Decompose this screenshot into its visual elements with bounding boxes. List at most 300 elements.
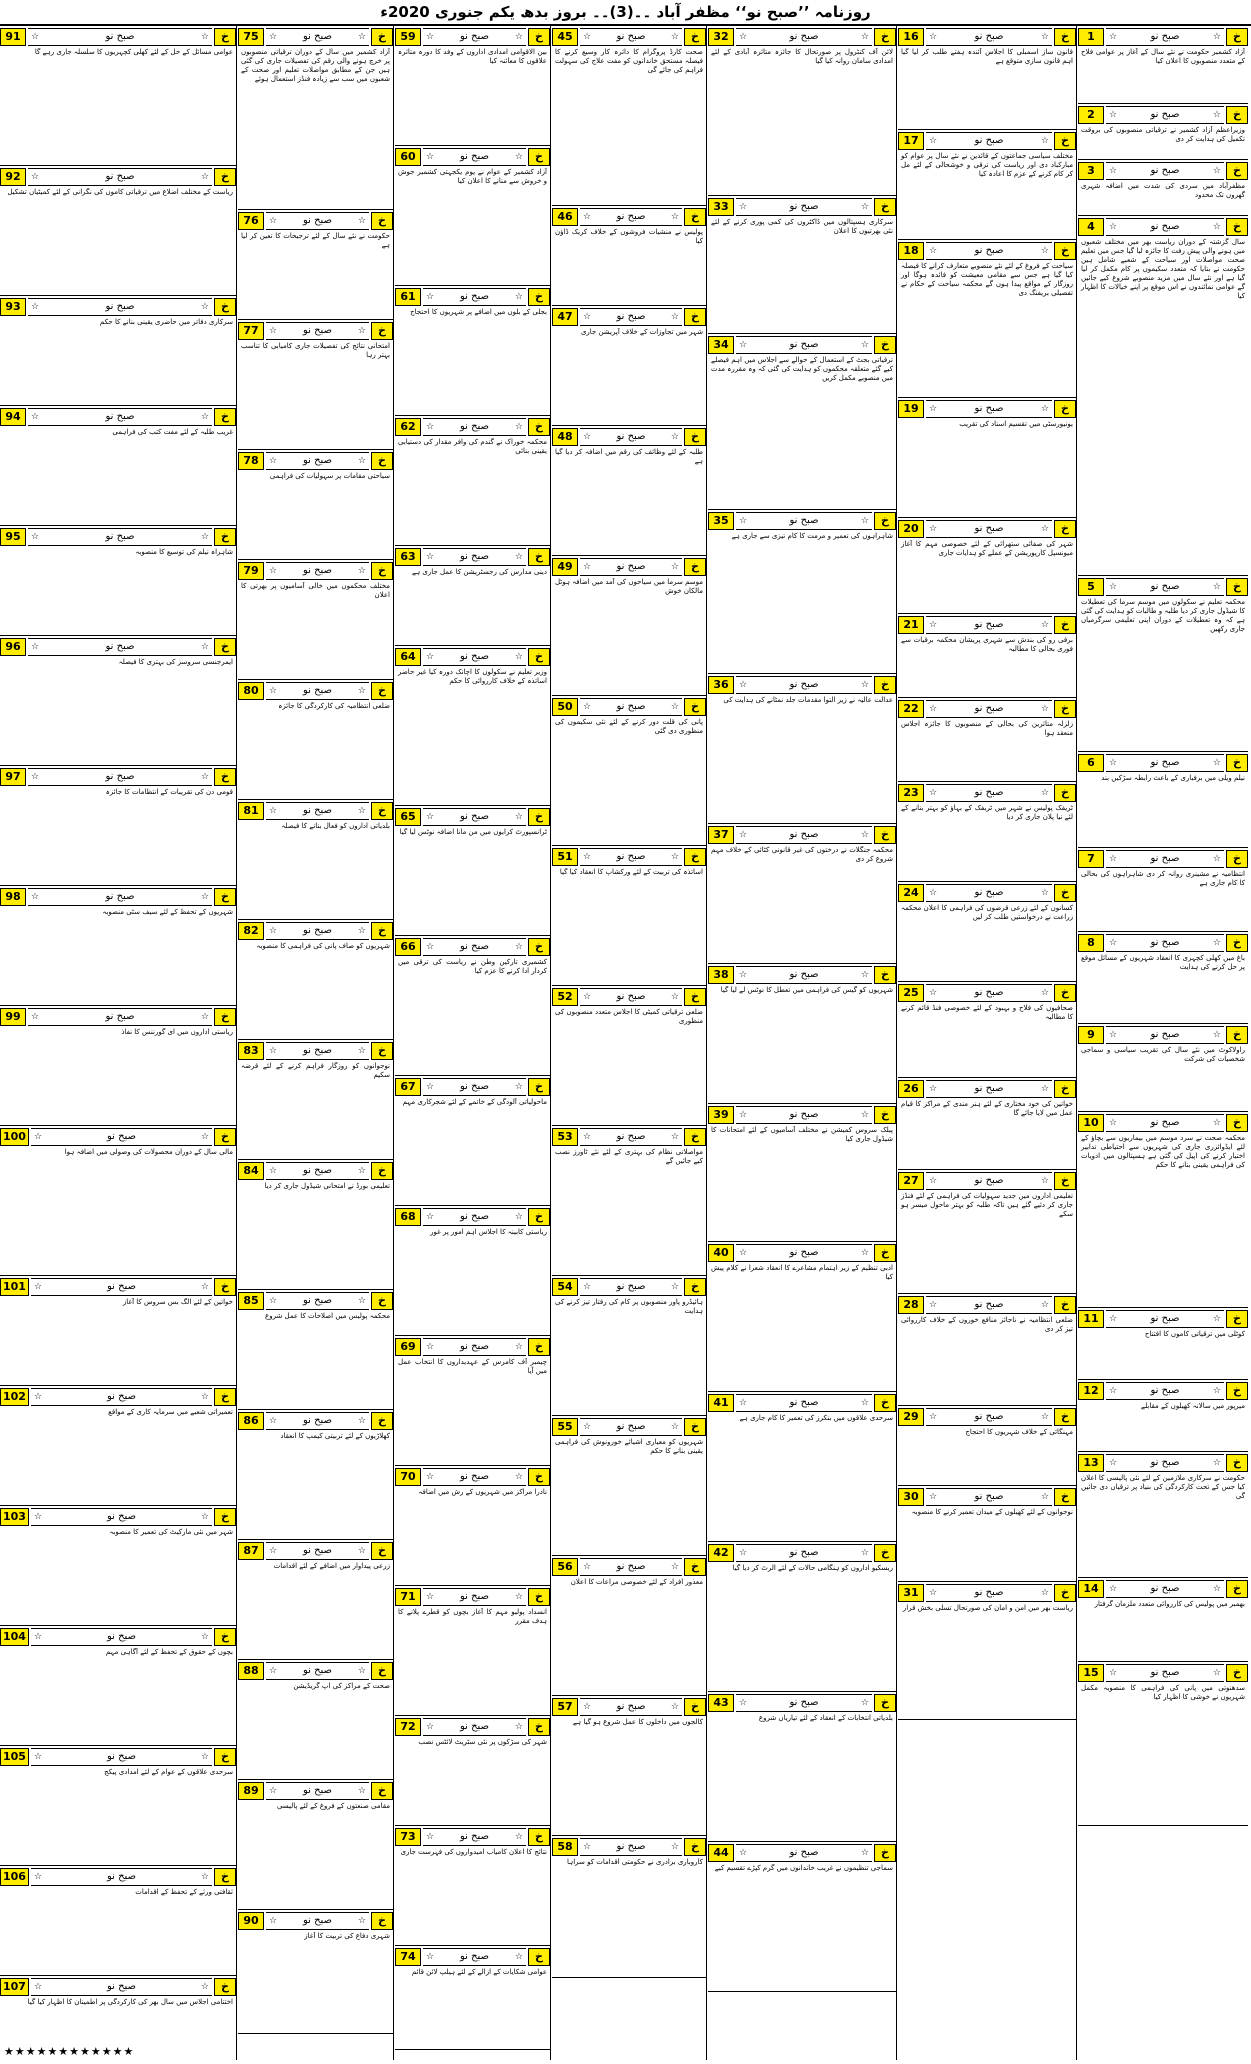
- band-label: صبح نو: [459, 941, 490, 952]
- band-label: صبح نو: [1150, 1313, 1180, 1324]
- band-label: صبح نو: [616, 991, 646, 1002]
- star-icon: ☆: [426, 552, 435, 562]
- news-item: [395, 146, 550, 286]
- item-header: [898, 1080, 1076, 1098]
- star-icon: ☆: [269, 1916, 278, 1926]
- item-band: [1106, 28, 1224, 46]
- news-item: [898, 1170, 1076, 1294]
- item-tag: خ: [1054, 784, 1076, 802]
- star-icon: ☆: [860, 970, 869, 980]
- column-7: [0, 26, 236, 2060]
- star-icon: ☆: [33, 1752, 43, 1762]
- star-icon: ☆: [1212, 582, 1221, 592]
- column-3: [708, 26, 896, 2060]
- band-label: صبح نو: [459, 1951, 490, 1962]
- item-band: [1106, 934, 1224, 952]
- item-band: [1106, 850, 1224, 868]
- item-header: [0, 408, 236, 426]
- item-header: [395, 938, 550, 956]
- news-item: [552, 426, 706, 556]
- band-label: صبح نو: [616, 211, 646, 222]
- star-icon: ☆: [357, 1416, 366, 1426]
- star-icon: ☆: [269, 1666, 278, 1676]
- star-icon: ☆: [31, 32, 40, 42]
- band-label: صبح نو: [1150, 221, 1180, 232]
- item-text: عدالت عالیہ نے زیر التوا مقدمات جلد نمٹانے کی ہدایت کی: [723, 696, 893, 704]
- item-number: 51: [552, 848, 578, 866]
- item-text: دینی مدارس کی رجسٹریشن کا عمل جاری ہے: [411, 568, 547, 576]
- item-header: [395, 808, 550, 826]
- item-header: [552, 558, 706, 576]
- item-band: [736, 1844, 872, 1862]
- star-icon: ☆: [929, 620, 938, 630]
- star-icon: ☆: [583, 702, 592, 712]
- item-header: [552, 1278, 706, 1296]
- band-label: صبح نو: [616, 1421, 646, 1432]
- band-label: صبح نو: [106, 1281, 137, 1292]
- star-icon: ☆: [200, 1392, 209, 1402]
- item-band: [423, 1718, 526, 1736]
- item-header: [708, 512, 896, 530]
- star-icon: ☆: [1109, 1584, 1118, 1594]
- news-item: [1078, 752, 1248, 848]
- item-number: 11: [1078, 1310, 1104, 1328]
- news-item: [1078, 932, 1248, 1024]
- news-item: [708, 1104, 896, 1242]
- item-text: بین الاقوامی امدادی اداروں کے وفد کا دورہ متاثرہ علاقوں کا معائنہ کیا: [398, 48, 547, 65]
- star-icon: ☆: [31, 302, 40, 312]
- star-icon: ☆: [1212, 32, 1221, 42]
- item-header: [1078, 106, 1248, 124]
- star-icon: ☆: [929, 1176, 938, 1186]
- item-band: [31, 1128, 212, 1146]
- news-item: [552, 1696, 706, 1836]
- item-tag: خ: [1054, 1296, 1076, 1314]
- item-text: شہریوں کے تحفظ کے لئے سیف سٹی منصوبہ: [102, 908, 233, 916]
- item-band: [926, 616, 1052, 634]
- news-item: [0, 1506, 236, 1626]
- item-tag: خ: [1054, 132, 1076, 150]
- item-tag: خ: [528, 1718, 550, 1736]
- item-text: شہریوں کو صاف پانی کی فراہمی کا منصوبہ: [256, 942, 390, 950]
- item-number: 107: [0, 1978, 29, 1996]
- item-tag: خ: [371, 562, 393, 580]
- item-header: [898, 28, 1076, 46]
- news-item: [1078, 1024, 1248, 1112]
- news-item: [708, 510, 896, 674]
- star-icon: ☆: [357, 456, 366, 466]
- item-tag: خ: [1226, 218, 1248, 236]
- band-label: صبح نو: [105, 771, 135, 782]
- band-label: صبح نو: [974, 887, 1004, 898]
- star-icon: ☆: [929, 404, 938, 414]
- news-item: [898, 398, 1076, 518]
- star-icon: ☆: [739, 32, 748, 42]
- band-label: صبح نو: [105, 31, 135, 42]
- item-text: سرکاری ہسپتالوں میں ڈاکٹروں کی کمی پوری کرنے کے لئے نئی بھرتیوں کا اعلان: [711, 218, 893, 235]
- item-header: [238, 922, 393, 940]
- star-icon: ☆: [929, 136, 938, 146]
- item-header: [708, 1694, 896, 1712]
- item-text: شہر میں تجاوزات کے خلاف آپریشن جاری: [580, 328, 703, 336]
- item-header: [238, 1292, 393, 1310]
- item-tag: خ: [528, 1208, 550, 1226]
- band-label: صبح نو: [616, 561, 646, 572]
- item-band: [736, 198, 872, 216]
- item-text: ضلعی انتظامیہ کی کارکردگی کا جائزہ: [278, 702, 390, 710]
- star-icon: ☆: [583, 1422, 592, 1432]
- item-text: شہریوں کو گیس کی فراہمی میں تعطل کا نوٹس لے لیا گیا: [720, 986, 893, 994]
- item-number: 21: [898, 616, 924, 634]
- item-band: [266, 562, 369, 580]
- band-label: صبح نو: [1150, 31, 1180, 42]
- item-band: [423, 808, 526, 826]
- item-number: 39: [708, 1106, 734, 1124]
- item-text: آزاد کشمیر میں سال کے دوران ترقیاتی منصوبوں پر خرچ ہونے والی رقم کی تفصیلات جاری کی گئی ہیں جن کے مطابق مواصلات تعلیم اور صحت کے شعبوں میں سب سے زیادہ فنڈز استعمال ہوئے: [241, 48, 390, 83]
- item-band: [926, 784, 1052, 802]
- star-icon: ☆: [1212, 166, 1221, 176]
- item-text: آزاد کشمیر کے عوام نے یوم یکجہتی کشمیر جوش و خروش سے منانے کا اعلان کیا: [398, 168, 547, 185]
- item-number: 101: [0, 1278, 29, 1296]
- item-number: 37: [708, 826, 734, 844]
- item-text: کاروباری برادری نے حکومتی اقدامات کو سراہا: [566, 1858, 703, 1866]
- star-icon: ☆: [929, 1300, 938, 1310]
- news-item: [395, 646, 550, 806]
- item-band: [266, 682, 369, 700]
- star-icon: ☆: [1212, 854, 1221, 864]
- item-tag: خ: [528, 1828, 550, 1846]
- band-label: صبح نو: [302, 1415, 333, 1426]
- star-icon: ☆: [1040, 1492, 1049, 1502]
- item-number: 69: [395, 1338, 421, 1356]
- item-header: [552, 1698, 706, 1716]
- item-tag: خ: [371, 682, 393, 700]
- item-tag: خ: [214, 28, 236, 46]
- band-label: صبح نو: [459, 31, 490, 42]
- item-number: 94: [0, 408, 26, 426]
- item-tag: خ: [1054, 1408, 1076, 1426]
- news-item: [0, 1386, 236, 1506]
- band-label: صبح نو: [302, 1295, 333, 1306]
- star-icon: ☆: [860, 340, 869, 350]
- item-number: 82: [238, 922, 264, 940]
- band-label: صبح نو: [974, 1299, 1004, 1310]
- star-icon: ☆: [929, 788, 938, 798]
- item-band: [736, 1106, 872, 1124]
- item-number: 40: [708, 1244, 734, 1262]
- item-number: 20: [898, 520, 924, 538]
- star-icon: ☆: [514, 422, 523, 432]
- item-number: 30: [898, 1488, 924, 1506]
- star-icon: ☆: [860, 516, 869, 526]
- item-header: [552, 1838, 706, 1856]
- star-icon: ☆: [1040, 1588, 1049, 1598]
- item-tag: خ: [874, 1844, 896, 1862]
- item-number: 16: [898, 28, 924, 46]
- item-band: [423, 418, 526, 436]
- news-item: [1078, 1452, 1248, 1578]
- star-icon: ☆: [514, 1212, 523, 1222]
- item-tag: خ: [371, 1292, 393, 1310]
- band-label: صبح نو: [1150, 165, 1180, 176]
- star-icon: ☆: [583, 562, 592, 572]
- item-header: [898, 700, 1076, 718]
- news-item: [552, 846, 706, 986]
- item-text: حکومت نے نئے سال کے لئے ترجیحات کا تعین کر لیا ہے: [241, 232, 390, 249]
- band-label: صبح نو: [106, 1981, 137, 1992]
- band-label: صبح نو: [302, 1665, 333, 1676]
- star-icon: ☆: [1109, 166, 1118, 176]
- star-icon: ☆: [200, 1982, 209, 1992]
- item-header: [898, 242, 1076, 260]
- item-number: 26: [898, 1080, 924, 1098]
- news-item: [395, 1826, 550, 1946]
- band-label: صبح نو: [616, 31, 646, 42]
- band-label: صبح نو: [616, 1281, 646, 1292]
- item-number: 102: [0, 1388, 29, 1406]
- item-number: 38: [708, 966, 734, 984]
- news-item: [1078, 848, 1248, 932]
- item-band: [1106, 106, 1224, 124]
- item-header: [708, 1244, 896, 1262]
- item-header: [0, 1008, 236, 1026]
- band-label: صبح نو: [974, 703, 1004, 714]
- item-header: [0, 28, 236, 46]
- item-text: صحت کے مراکز کی اپ گریڈیشن: [293, 1682, 390, 1690]
- item-header: [0, 1868, 236, 1886]
- star-icon: ☆: [583, 1282, 592, 1292]
- item-number: 93: [0, 298, 26, 316]
- star-icon: ☆: [670, 1842, 679, 1852]
- item-number: 50: [552, 698, 578, 716]
- band-label: صبح نو: [974, 403, 1004, 414]
- star-icon: ☆: [269, 1166, 278, 1176]
- item-tag: خ: [1054, 1488, 1076, 1506]
- item-number: 36: [708, 676, 734, 694]
- item-header: [898, 1408, 1076, 1426]
- item-text: شاہراہوں کی تعمیر و مرمت کا کام تیزی سے جاری ہے: [731, 532, 893, 540]
- item-number: 49: [552, 558, 578, 576]
- item-header: [898, 616, 1076, 634]
- item-band: [1106, 754, 1224, 772]
- item-band: [926, 1488, 1052, 1506]
- star-icon: ☆: [200, 532, 209, 542]
- item-text: زرعی پیداوار میں اضافے کے لئے اقدامات: [273, 1562, 390, 1570]
- band-label: صبح نو: [1150, 853, 1180, 864]
- star-icon: ☆: [200, 1012, 209, 1022]
- band-label: صبح نو: [105, 641, 135, 652]
- band-label: صبح نو: [789, 515, 819, 526]
- star-icon: ☆: [357, 1166, 366, 1176]
- news-item: [552, 556, 706, 696]
- band-label: صبح نو: [974, 987, 1004, 998]
- item-header: [1078, 754, 1248, 772]
- item-text: بلدیاتی اداروں کو فعال بنانے کا فیصلہ: [281, 822, 390, 830]
- news-item: [552, 26, 706, 206]
- item-band: [28, 28, 212, 46]
- star-icon: ☆: [583, 1702, 592, 1712]
- item-tag: خ: [1226, 1382, 1248, 1400]
- item-tag: خ: [371, 802, 393, 820]
- item-header: [238, 1412, 393, 1430]
- star-icon: ☆: [514, 292, 523, 302]
- item-header: [238, 1662, 393, 1680]
- news-item: [395, 1206, 550, 1336]
- item-tag: خ: [214, 1868, 236, 1886]
- star-icon: ☆: [670, 562, 679, 572]
- star-icon: ☆: [1212, 1668, 1221, 1678]
- band-label: صبح نو: [459, 1831, 490, 1842]
- item-header: [708, 826, 896, 844]
- item-header: [0, 1508, 236, 1526]
- item-header: [1078, 578, 1248, 596]
- item-header: [0, 638, 236, 656]
- star-icon: ☆: [670, 1562, 679, 1572]
- star-icon: ☆: [269, 1296, 278, 1306]
- item-text: ضلعی ترقیاتی کمیٹی کا اجلاس متعدد منصوبوں کی منظوری: [555, 1008, 703, 1025]
- band-label: صبح نو: [302, 565, 333, 576]
- item-tag: خ: [371, 1162, 393, 1180]
- item-band: [580, 848, 682, 866]
- band-label: صبح نو: [974, 1175, 1004, 1186]
- item-band: [580, 558, 682, 576]
- item-number: 25: [898, 984, 924, 1002]
- item-band: [926, 520, 1052, 538]
- item-header: [1078, 934, 1248, 952]
- item-band: [926, 132, 1052, 150]
- item-header: [1078, 1310, 1248, 1328]
- news-item: [395, 1466, 550, 1586]
- item-number: 54: [552, 1278, 578, 1296]
- item-header: [708, 198, 896, 216]
- star-icon: ☆: [583, 212, 592, 222]
- item-tag: خ: [528, 148, 550, 166]
- item-band: [423, 1338, 526, 1356]
- item-number: 106: [0, 1868, 29, 1886]
- item-number: 6: [1078, 754, 1104, 772]
- item-text: غریب طلبہ کے لئے مفت کتب کی فراہمی: [112, 428, 233, 436]
- star-icon: ☆: [670, 1132, 679, 1142]
- item-header: [395, 288, 550, 306]
- band-label: صبح نو: [302, 1785, 333, 1796]
- item-band: [736, 966, 872, 984]
- news-item: [0, 886, 236, 1006]
- star-icon: ☆: [426, 942, 435, 952]
- item-header: [1078, 1454, 1248, 1472]
- item-band: [266, 1912, 369, 1930]
- item-text: محکمہ جنگلات نے درختوں کی غیر قانونی کٹائی کے خلاف مہم شروع کر دی: [711, 846, 893, 863]
- item-number: 18: [898, 242, 924, 260]
- item-header: [395, 1828, 550, 1846]
- band-label: صبح نو: [105, 1011, 135, 1022]
- news-item: [898, 1294, 1076, 1406]
- star-icon: ☆: [1109, 222, 1118, 232]
- item-number: 96: [0, 638, 26, 656]
- news-item: [238, 1410, 393, 1540]
- star-icon: ☆: [1212, 1030, 1221, 1040]
- item-header: [0, 168, 236, 186]
- item-number: 19: [898, 400, 924, 418]
- news-item: [898, 1078, 1076, 1170]
- item-number: 44: [708, 1844, 734, 1862]
- item-text: راولاکوٹ میں نئے سال کی تقریب سیاسی و سماجی شخصیات کی شرکت: [1081, 1046, 1245, 1063]
- news-item: [898, 614, 1076, 698]
- band-label: صبح نو: [302, 1915, 333, 1926]
- item-number: 62: [395, 418, 421, 436]
- star-icon: ☆: [200, 1752, 209, 1762]
- item-band: [423, 288, 526, 306]
- band-label: صبح نو: [302, 325, 333, 336]
- band-label: صبح نو: [459, 811, 490, 822]
- item-header: [552, 428, 706, 446]
- star-icon: ☆: [1109, 1030, 1118, 1040]
- star-icon: ☆: [514, 32, 523, 42]
- star-icon: ☆: [670, 432, 679, 442]
- star-icon: ☆: [929, 32, 938, 42]
- item-header: [238, 1782, 393, 1800]
- star-icon: ☆: [739, 1110, 748, 1120]
- item-number: 33: [708, 198, 734, 216]
- item-text: ضلعی انتظامیہ نے ناجائز منافع خوروں کے خلاف کارروائی تیز کر دی: [901, 1316, 1073, 1333]
- item-number: 80: [238, 682, 264, 700]
- item-band: [926, 884, 1052, 902]
- item-number: 46: [552, 208, 578, 226]
- band-label: صبح نو: [459, 1721, 490, 1732]
- item-text: قانون ساز اسمبلی کا اجلاس آئندہ ہفتے طلب کر لیا گیا اہم قانون سازی متوقع ہے: [901, 48, 1073, 65]
- item-tag: خ: [214, 1748, 236, 1766]
- news-item: [708, 674, 896, 824]
- star-icon: ☆: [583, 1842, 592, 1852]
- band-label: صبح نو: [459, 1211, 490, 1222]
- star-icon: ☆: [929, 1412, 938, 1422]
- star-icon: ☆: [929, 888, 938, 898]
- item-band: [926, 28, 1052, 46]
- star-icon: ☆: [357, 1666, 366, 1676]
- star-icon: ☆: [1040, 1176, 1049, 1186]
- item-number: 42: [708, 1544, 734, 1562]
- item-text: نوجوانوں کے لئے کھیلوں کے میدان تعمیر کرنے کا منصوبہ: [911, 1508, 1073, 1516]
- star-icon: ☆: [670, 1282, 679, 1292]
- star-icon: ☆: [269, 926, 278, 936]
- item-number: 99: [0, 1008, 26, 1026]
- news-item: [0, 1006, 236, 1126]
- item-header: [395, 418, 550, 436]
- news-item: [552, 306, 706, 426]
- news-item: [238, 560, 393, 680]
- item-number: 52: [552, 988, 578, 1006]
- item-tag: خ: [684, 1698, 706, 1716]
- star-icon: ☆: [670, 32, 679, 42]
- item-band: [1106, 1580, 1224, 1598]
- star-icon: ☆: [200, 1872, 209, 1882]
- item-header: [0, 1388, 236, 1406]
- item-band: [28, 768, 212, 786]
- column-2: [898, 26, 1076, 2060]
- item-tag: خ: [874, 198, 896, 216]
- item-band: [423, 1948, 526, 1966]
- band-label: صبح نو: [459, 291, 490, 302]
- item-text: کالجوں میں داخلوں کا عمل شروع ہو گیا ہے: [572, 1718, 703, 1726]
- item-number: 67: [395, 1078, 421, 1096]
- item-text: سرکاری دفاتر میں حاضری یقینی بنانے کا حکم: [99, 318, 233, 326]
- item-text: سماجی تنظیموں نے غریب خاندانوں میں گرم کپڑے تقسیم کیے: [714, 1864, 893, 1872]
- news-item: [395, 26, 550, 146]
- item-number: 60: [395, 148, 421, 166]
- star-icon: ☆: [31, 772, 40, 782]
- band-label: صبح نو: [1150, 1029, 1180, 1040]
- star-icon: ☆: [1212, 1584, 1221, 1594]
- star-icon: ☆: [583, 312, 592, 322]
